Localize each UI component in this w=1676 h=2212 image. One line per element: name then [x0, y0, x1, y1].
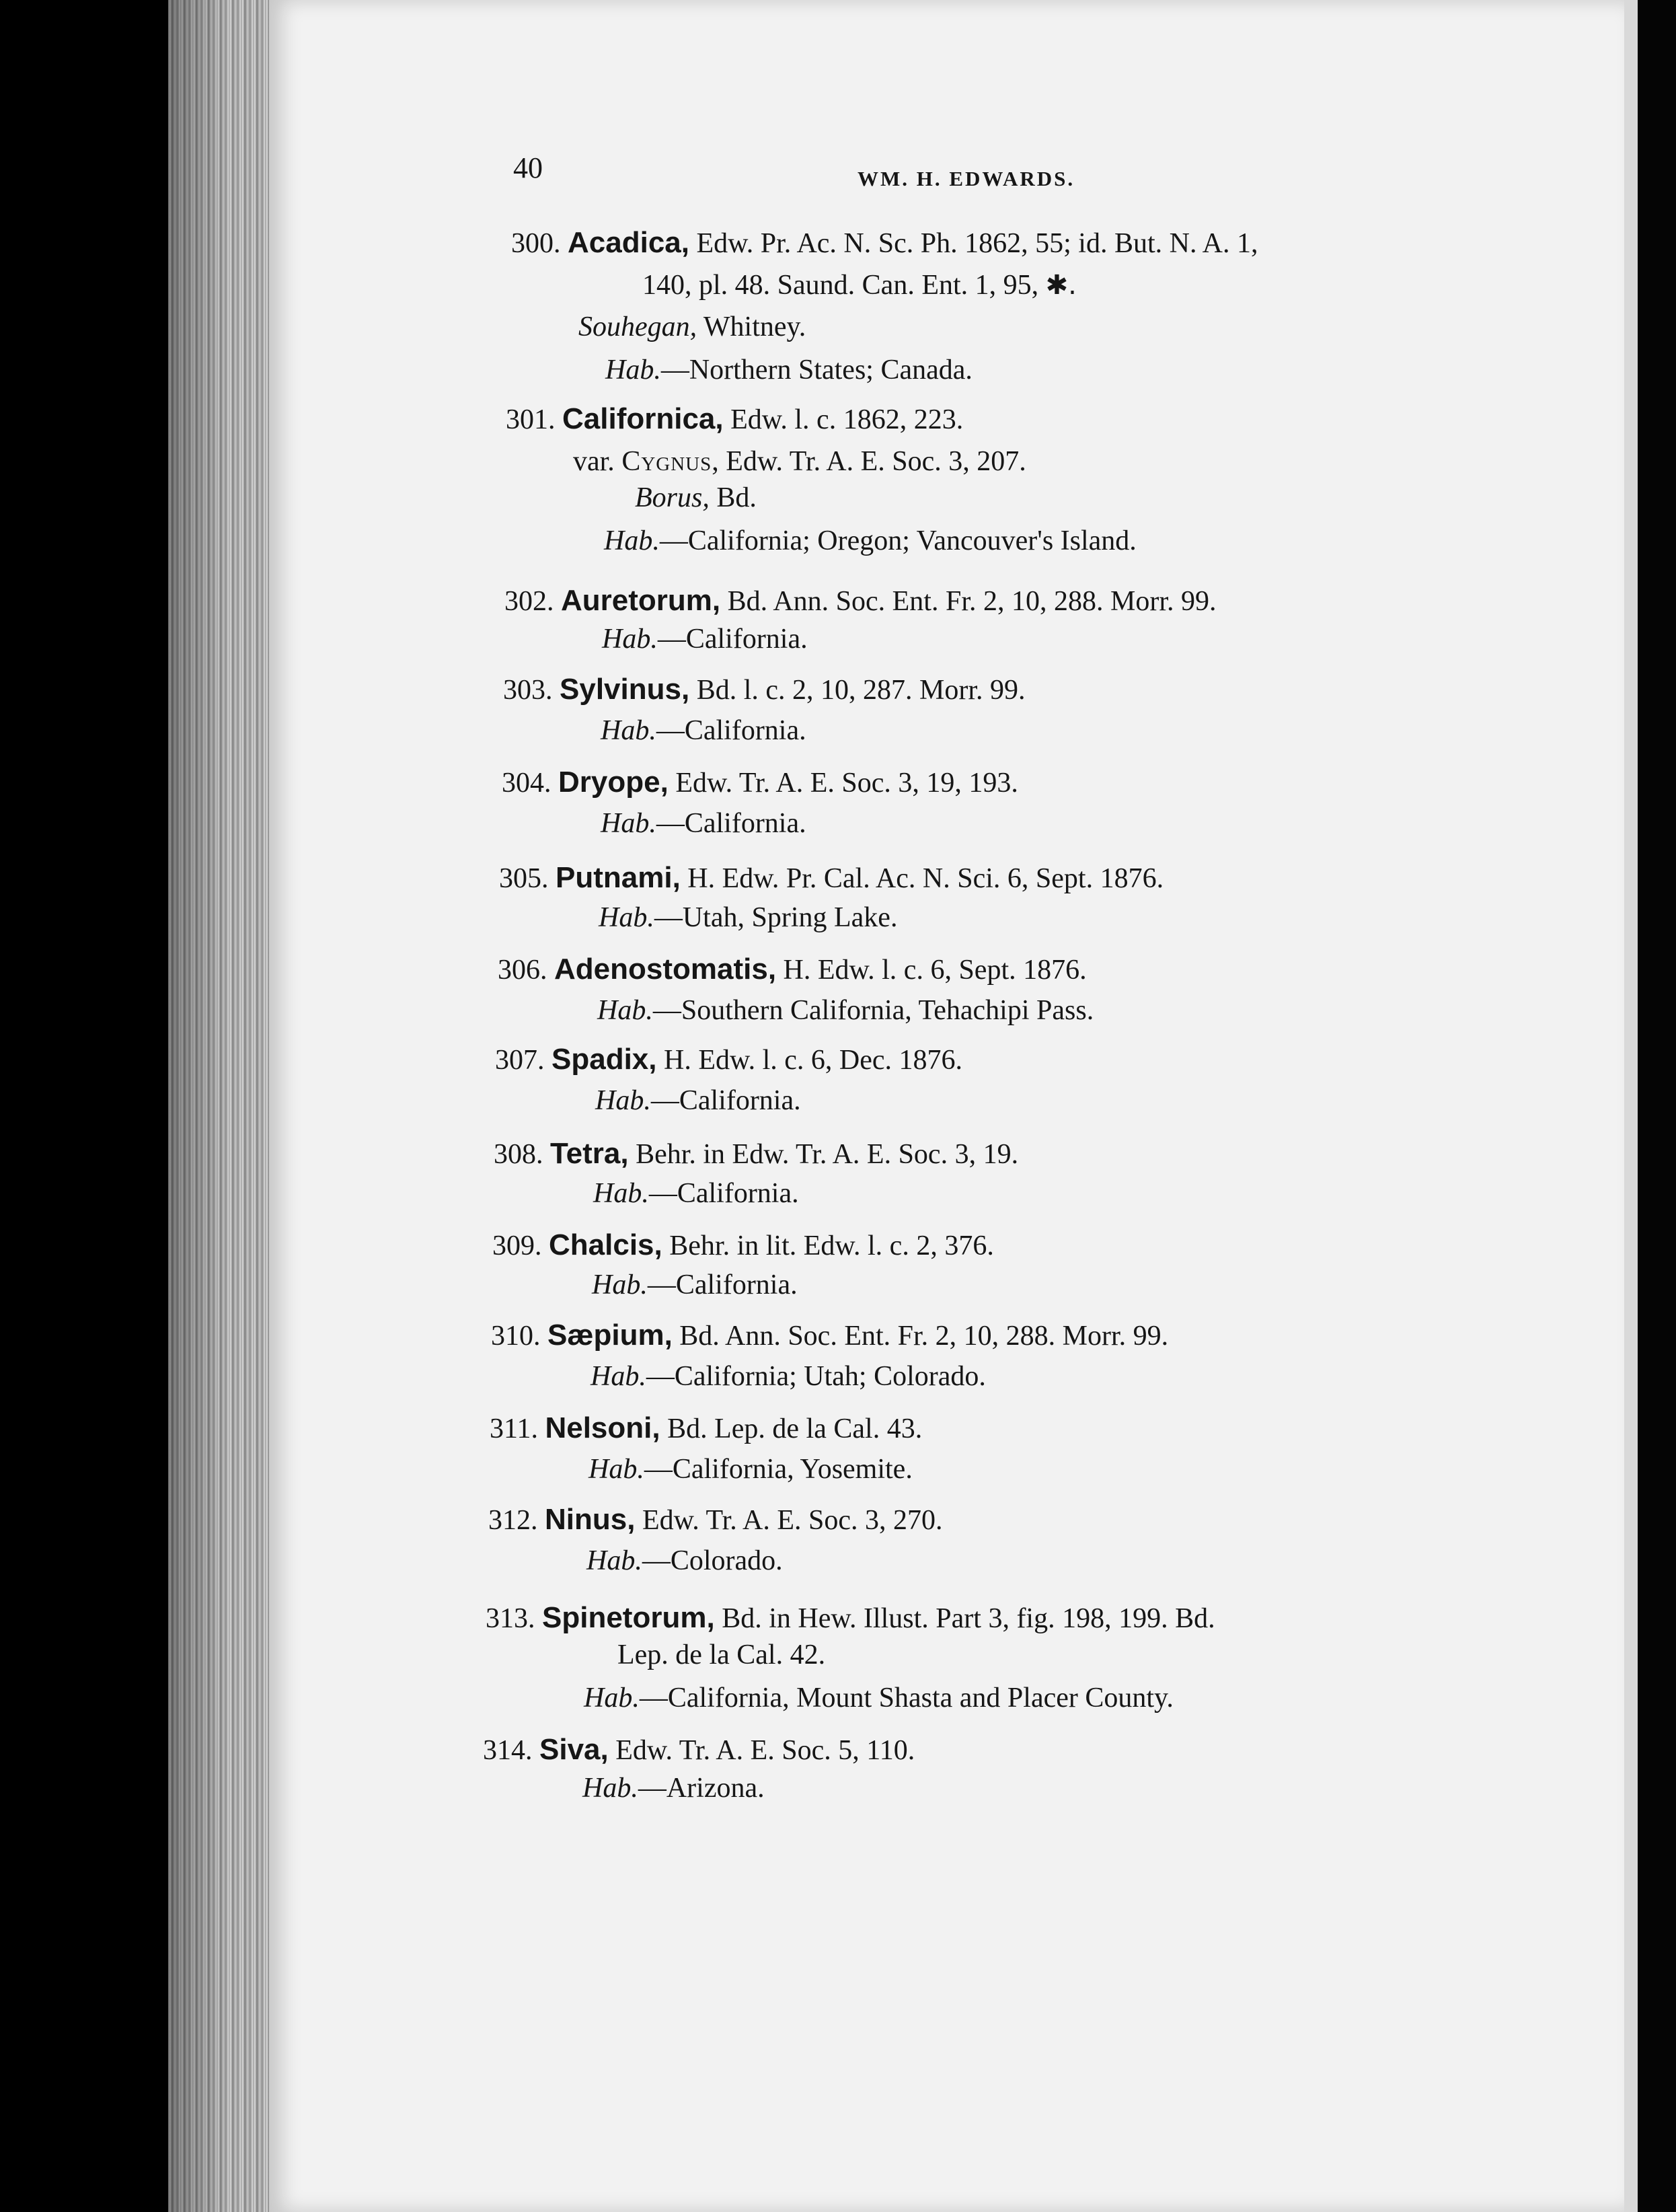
page-number: 40 [513, 151, 543, 184]
entry-number: 303. [503, 675, 553, 706]
habitat [599, 901, 897, 934]
citation: Edw. Tr. A. E. Soc. 3, 19, 193. [668, 768, 1018, 799]
entry-number: 309. [492, 1230, 542, 1261]
habitat-text: —California. [656, 808, 806, 839]
habitat-text: —California, Yosemite. [644, 1454, 913, 1485]
citation: Bd. l. c. 2, 10, 287. Morr. 99. [689, 675, 1026, 706]
synonym-name: Souhegan, [578, 311, 697, 342]
citation: Edw. Tr. A. E. Soc. 5, 110. [608, 1735, 915, 1766]
citation: Edw. Tr. A. E. Soc. 3, 270. [635, 1505, 943, 1536]
entry-heading [491, 1319, 1168, 1352]
hab-label: Hab. [604, 525, 660, 556]
entry-number: 304. [502, 768, 551, 799]
citation: H. Edw. l. c. 6, Dec. 1876. [656, 1045, 963, 1076]
synonym-author: Bd. [709, 482, 757, 513]
habitat-text: —California; Utah; Colorado. [646, 1361, 986, 1392]
species-name: Sylvinus, [560, 673, 690, 706]
habitat-text: —California; Oregon; Vancouver's Island. [659, 525, 1137, 556]
citation: Bd. Ann. Soc. Ent. Fr. 2, 10, 288. Morr. 99. [672, 1321, 1169, 1352]
habitat-text: —California. [657, 624, 808, 655]
hab-label: Hab. [588, 1454, 644, 1485]
hab-label: Hab. [591, 1361, 646, 1392]
habitat-text: —California. [650, 1085, 801, 1116]
var-citation: , Edw. Tr. A. E. Soc. 3, 207. [712, 446, 1026, 477]
habitat [595, 1084, 801, 1117]
habitat [601, 807, 806, 840]
species-name: Siva, [539, 1733, 609, 1766]
entry-heading [486, 1601, 1215, 1635]
species-name: Chalcis, [549, 1228, 662, 1261]
entry-heading [502, 766, 1018, 799]
habitat-text: —California. [648, 1178, 799, 1209]
entry-number: 312. [488, 1505, 538, 1536]
entry-heading [506, 402, 963, 436]
habitat-text: —Northern States; Canada. [660, 355, 973, 385]
habitat [602, 623, 808, 655]
entry-number: 310. [491, 1321, 541, 1352]
entry-number: 300. [511, 228, 561, 259]
habitat-text: —Colorado. [642, 1545, 783, 1576]
hab-label: Hab. [599, 902, 654, 933]
species-name: Adenostomatis, [554, 953, 777, 986]
entry-number: 306. [498, 955, 547, 986]
hab-label: Hab. [605, 355, 661, 385]
variety [573, 445, 1026, 478]
entry-number: 311. [490, 1413, 538, 1444]
var-prefix: var. [573, 446, 622, 477]
book-page-edges [168, 0, 269, 2212]
hab-label: Hab. [595, 1085, 651, 1116]
citation-continued-text: 140, pl. 48. Saund. Can. Ent. 1, 95, [642, 270, 1039, 301]
species-name: Spadix, [551, 1043, 657, 1076]
citation-continued [617, 1639, 825, 1671]
species-name: Nelsoni, [545, 1411, 660, 1444]
citation: H. Edw. l. c. 6, Sept. 1876. [776, 955, 1087, 986]
synonym [578, 311, 806, 343]
entry-number: 307. [495, 1045, 545, 1076]
entry-heading [504, 584, 1217, 618]
hab-label: Hab. [602, 624, 658, 655]
habitat [592, 1269, 798, 1301]
species-name: Ninus, [545, 1503, 636, 1536]
habitat [605, 354, 973, 386]
habitat [597, 994, 1094, 1027]
synonym-author: Whitney. [697, 311, 806, 342]
citation: Edw. l. c. 1862, 223. [723, 404, 964, 435]
species-name: Tetra, [550, 1137, 629, 1170]
citation-continued [642, 269, 1077, 301]
citation-continued-text: Lep. de la Cal. 42. [617, 1639, 826, 1670]
hab-label: Hab. [586, 1545, 642, 1576]
habitat-text: —Arizona. [638, 1773, 765, 1804]
species-name: Putnami, [556, 861, 681, 894]
scan-border-right [1638, 0, 1676, 2212]
entry-heading [503, 673, 1026, 706]
citation: Bd. Lep. de la Cal. 43. [660, 1413, 923, 1444]
species-name: Auretorum, [561, 584, 721, 617]
citation: Bd. Ann. Soc. Ent. Fr. 2, 10, 288. Morr. 99. [720, 586, 1217, 617]
citation: Behr. in lit. Edw. l. c. 2, 376. [662, 1230, 994, 1261]
habitat [591, 1360, 986, 1393]
synonym-name: Borus, [635, 482, 710, 513]
citation: H. Edw. Pr. Cal. Ac. N. Sci. 6, Sept. 1876. [680, 863, 1164, 894]
hab-label: Hab. [597, 995, 653, 1026]
entry-heading [499, 861, 1164, 895]
entry-heading [498, 953, 1087, 986]
hab-label: Hab. [593, 1178, 649, 1209]
habitat-text: —California, Mount Shasta and Placer County. [639, 1683, 1174, 1713]
habitat-text: —Southern California, Tehachipi Pass. [652, 995, 1094, 1026]
habitat [588, 1453, 913, 1485]
entry-number: 314. [483, 1735, 533, 1766]
page-gutter [1624, 0, 1638, 2212]
book-page [269, 0, 1624, 2212]
entry-number: 302. [504, 586, 554, 617]
habitat-text: —Utah, Spring Lake. [654, 902, 898, 933]
entry-heading [511, 226, 1258, 260]
asterisk-mark: ✱. [1045, 270, 1077, 301]
hab-label: Hab. [592, 1269, 648, 1300]
habitat [586, 1545, 783, 1577]
species-name: Acadica, [568, 226, 689, 259]
entry-heading [490, 1411, 922, 1445]
habitat [593, 1177, 799, 1210]
entry-heading [494, 1137, 1018, 1171]
habitat-text: —California. [647, 1269, 798, 1300]
habitat [601, 714, 806, 747]
scan-border-left [0, 0, 168, 2212]
species-name: Californica, [562, 402, 724, 435]
hab-label: Hab. [582, 1773, 638, 1804]
entry-heading [492, 1228, 994, 1262]
entry-number: 308. [494, 1139, 543, 1170]
citation: Behr. in Edw. Tr. A. E. Soc. 3, 19. [628, 1139, 1019, 1170]
hab-label: Hab. [601, 715, 656, 746]
habitat-text: —California. [656, 715, 806, 746]
species-name: Dryope, [558, 766, 669, 799]
hab-label: Hab. [601, 808, 656, 839]
entry-heading [483, 1733, 915, 1767]
citation: Edw. Pr. Ac. N. Sc. Ph. 1862, 55; id. But. N. A. 1, [689, 228, 1258, 259]
habitat [584, 1682, 1174, 1714]
entry-heading [495, 1043, 962, 1076]
entry-heading [488, 1503, 942, 1537]
habitat [604, 525, 1137, 557]
entry-number: 305. [499, 863, 549, 894]
citation: Bd. in Hew. Illust. Part 3, fig. 198, 199. Bd. [714, 1603, 1215, 1634]
running-head: WM. H. EDWARDS. [858, 167, 1075, 190]
species-name: Sæpium, [547, 1319, 673, 1352]
var-name: Cygnus [621, 446, 712, 477]
habitat [582, 1772, 765, 1804]
hab-label: Hab. [584, 1683, 640, 1713]
species-name: Spinetorum, [542, 1601, 715, 1634]
entry-number: 301. [506, 404, 556, 435]
synonym [635, 482, 757, 514]
entry-number: 313. [486, 1603, 535, 1634]
